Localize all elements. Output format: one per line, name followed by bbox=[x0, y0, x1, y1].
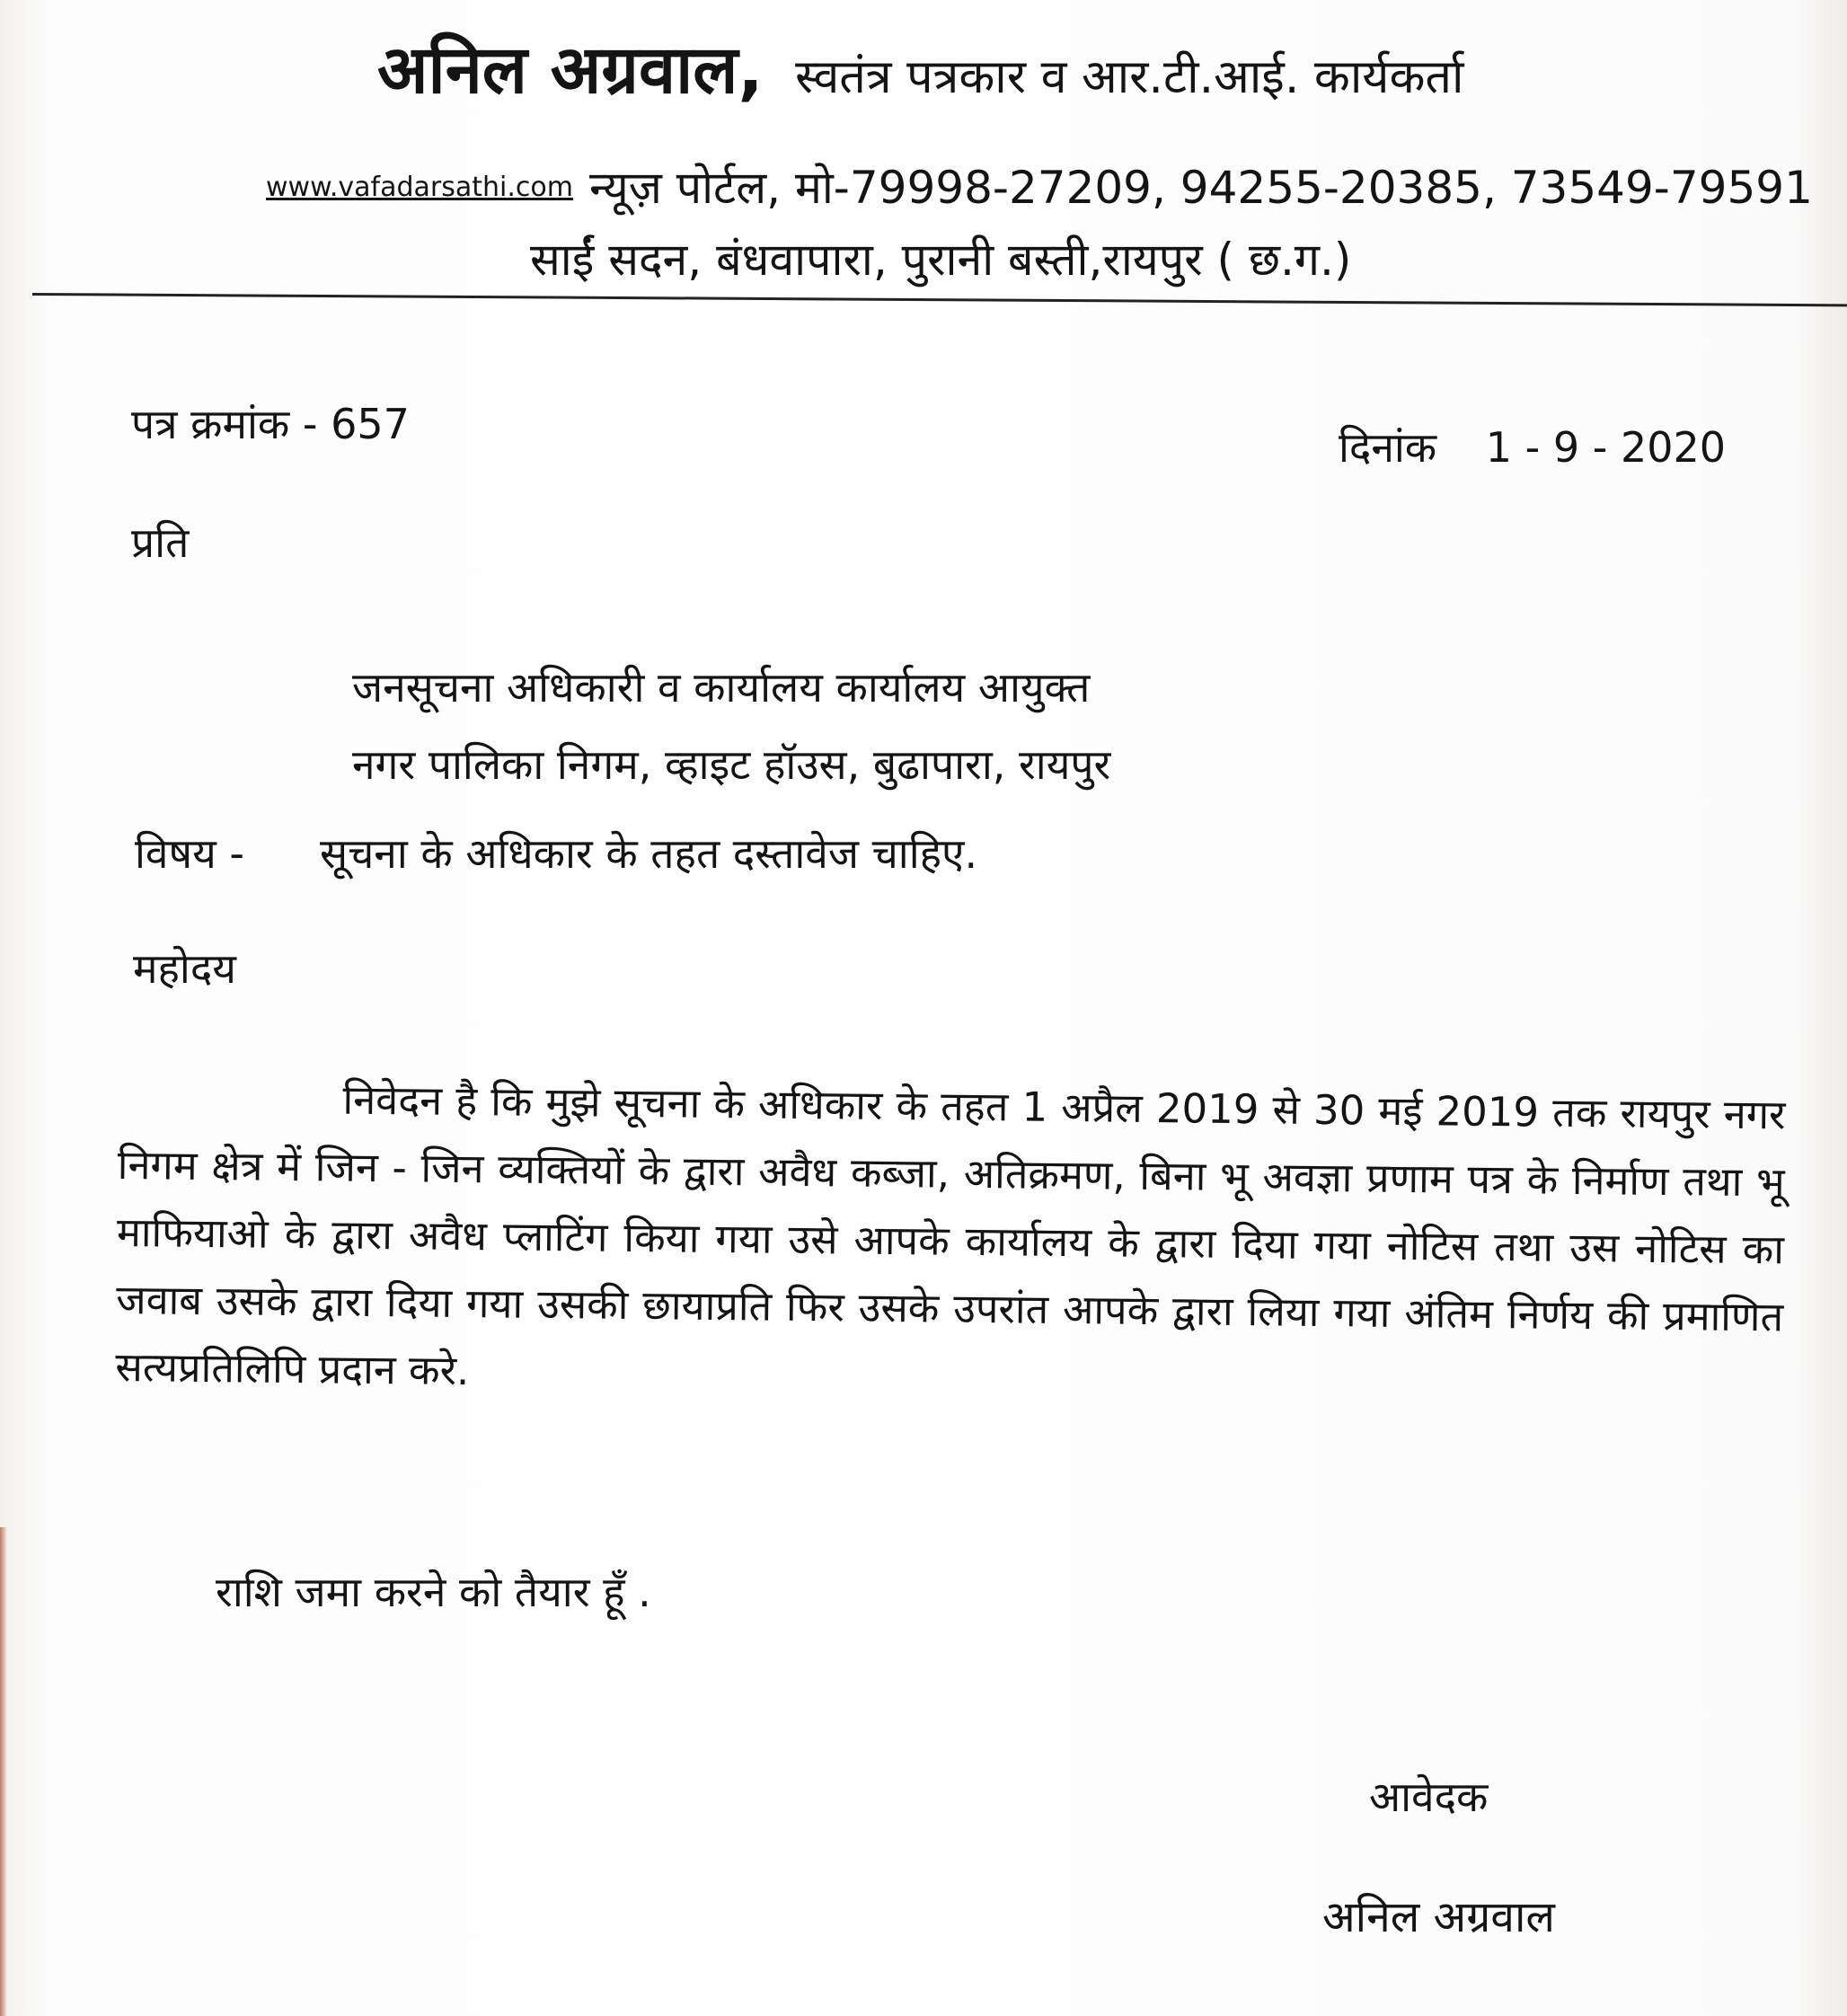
recipient-block bbox=[352, 649, 1110, 803]
subject-label: विषय - bbox=[135, 829, 244, 878]
letterhead-contact bbox=[266, 164, 1813, 213]
recipient-line-2: नगर पालिका निगम, व्हाइट हॉउस, बुढापारा, रायपुर bbox=[352, 740, 1111, 789]
letter-date bbox=[1339, 419, 1726, 474]
letterhead-title bbox=[377, 31, 1464, 109]
letter-reference-number: पत्र क्रमांक - 657 bbox=[131, 400, 410, 448]
salutation: महोदय bbox=[133, 944, 236, 993]
subject-line bbox=[135, 825, 977, 880]
date-label: दिनांक bbox=[1339, 423, 1437, 472]
recipient-line-1: जनसूचना अधिकारी व कार्यालय कार्यालय आयुक्त bbox=[352, 663, 1091, 712]
body-paragraph: निवेदन है कि मुझे सूचना के अधिकार के तहत 1 अप्रैल 2019 से 30 मई 2019 तक रायपुर नगर निगम क्षेत्र में जिन - जिन व्यक्तियों के द्वारा अवैध कब्जा, अतिक्रमण, बिना भू अवज्ञा प्रणाम पत्र के निर्माण तथा भू माफियाओ के द्वारा अवैध प्लाटिंग किया गया उसे आपके कार्यालय के द्वारा दिया गया नोटिस तथा उस नोटिस का जवाब उसके द्वारा दिया गया उसकी छायाप्रति फिर उसके उपरांत आपके द्वारा लिया गया अंतिम निर्णय की प्रमाणित सत्यप्रतिलिपि प्रदान करे. bbox=[115, 1075, 1786, 1395]
signatory-name: अनिल अग्रवाल bbox=[1322, 1892, 1555, 1942]
deposit-note: राशि जमा करने को तैयार हूँ . bbox=[216, 1568, 651, 1616]
contact-numbers: न्यूज़ पोर्टल, मो-79998-27209, 94255-20385, 73549-79591 bbox=[588, 162, 1813, 214]
author-name: अनिल अग्रवाल, bbox=[377, 31, 764, 109]
date-value: 1 - 9 - 2020 bbox=[1485, 423, 1727, 472]
letterhead-address: साईं सदन, बंधवापारा, पुरानी बस्ती,रायपुर ( छ.ग.) bbox=[530, 234, 1352, 286]
subject-text: सूचना के अधिकार के तहत दस्तावेज चाहिए. bbox=[320, 829, 978, 878]
applicant-label: आवेदक bbox=[1369, 1773, 1489, 1821]
author-tagline: स्वतंत्र पत्रकार व आर.टी.आई. कार्यकर्ता bbox=[795, 50, 1464, 104]
page-edge-shadow bbox=[0, 1527, 7, 2016]
website-link[interactable]: www.vafadarsathi.com bbox=[266, 172, 573, 203]
header-divider bbox=[32, 293, 1847, 306]
to-label: प्रति bbox=[131, 518, 190, 567]
